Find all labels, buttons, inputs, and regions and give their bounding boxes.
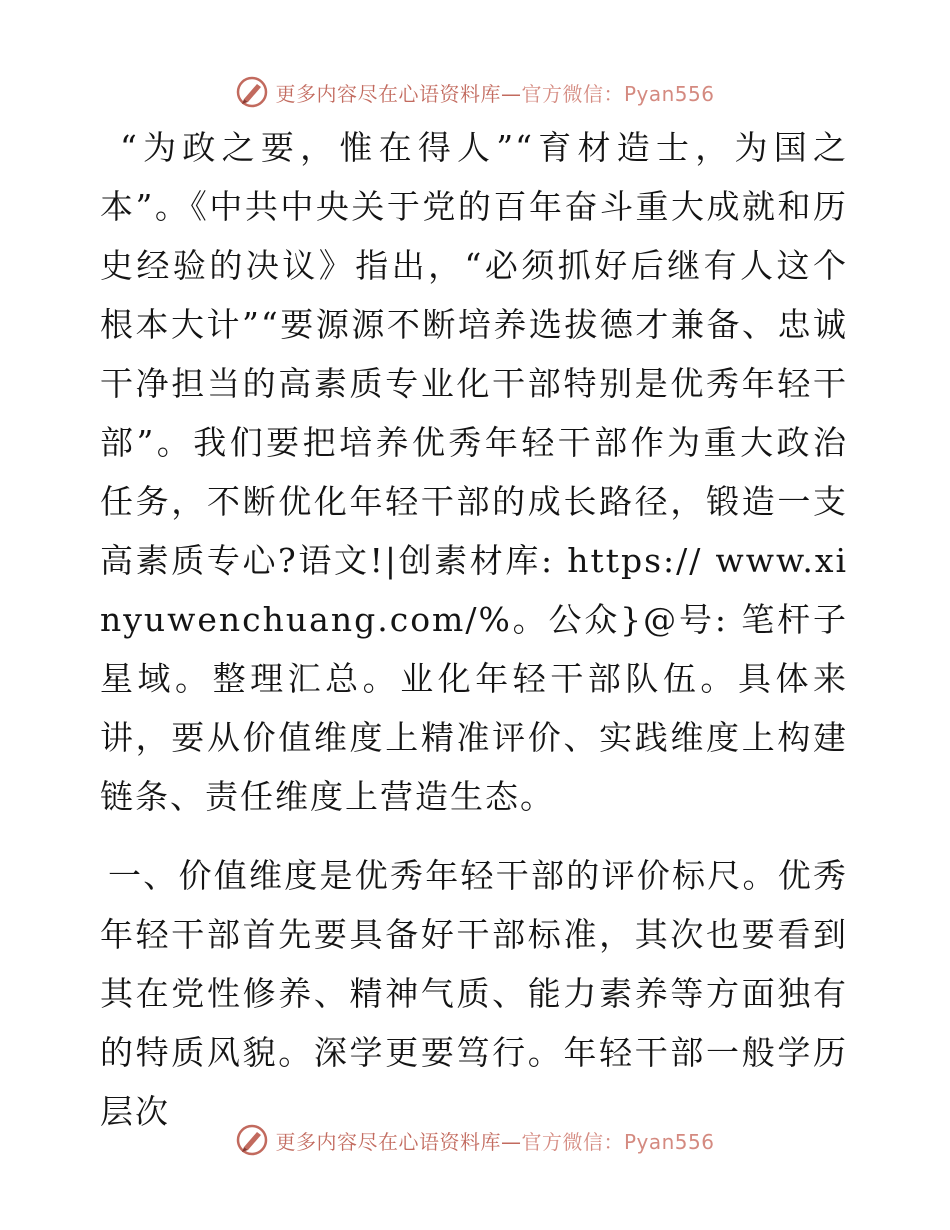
footer-wechat-text: 官方微信：Pyan556 (521, 1129, 715, 1154)
pen-logo-icon (235, 1123, 269, 1157)
paragraph-section-one: 一、价值维度是优秀年轻干部的评价标尺。优秀年轻干部首先要具备好干部标准，其次也要看到其在党性修养、精神气质、能力素养等方面独有的特质风貌。深学更要笃行。年轻干部一般学历层次 (100, 856, 848, 1131)
footer-watermark-banner (0, 1120, 950, 1160)
pen-logo-icon (235, 75, 269, 109)
footer-library-text: 更多内容尽在心语资料库— (275, 1129, 522, 1154)
header-banner-text (275, 78, 714, 107)
header-wechat-text: 官方微信：Pyan556 (521, 81, 715, 106)
paragraph-intro: “为政之要，惟在得人”“育材造士，为国之本”。《中共中央关于党的百年奋斗重大成就和历史经验的决议》指出，“必须抓好后继有人这个根本大计”“要源源不断培养选拔德才兼备、忠诚干净担当的高素质专业化干部特别是优秀年轻干部”。我们要把培养优秀年轻干部作为重大政治任务，不断优化年轻干部的成长路径，锻造一支高素质专心?语文!|创素材库: https:// www.xinyuwenchuang.com/%。公众}@号: 笔杆子星域。整理汇总。业化年轻干部队伍。具体来讲，要从价值维度上精准评价、实践维度上构建链条、责任维度上营造生态。 (100, 128, 848, 816)
header-library-text: 更多内容尽在心语资料库— (275, 81, 522, 106)
header-watermark-banner (0, 72, 950, 112)
document-body (100, 118, 848, 1141)
footer-banner-text (275, 1126, 714, 1155)
